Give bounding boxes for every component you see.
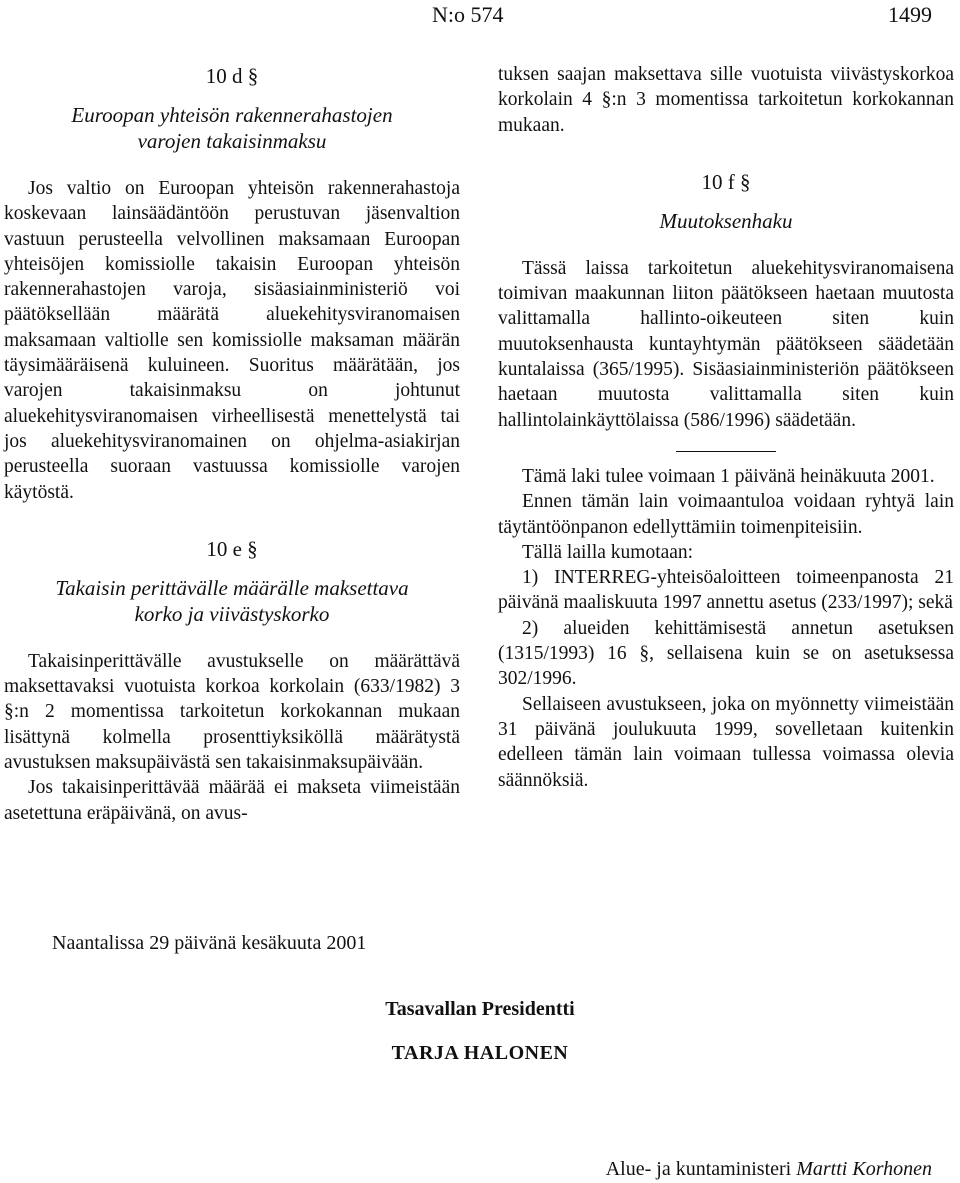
minister-title: Alue- ja kuntaministeri: [605, 1158, 792, 1180]
section-10f-title: Muutoksenhaku: [659, 208, 793, 233]
minister-signature: [606, 1156, 932, 1182]
place-and-date: Naantalissa 29 päivänä kesäkuuta 2001: [52, 932, 367, 954]
section-10e-title: Takaisin perittävälle määrälle maksettava korko ja viivästyskorko: [55, 575, 409, 626]
repeal-item-2: 2) alueiden kehittämisestä annetun asetuksen (1315/1993) 16 §, sellaisena kuin se on asetuksessa 302/1996.: [498, 617, 954, 690]
section-10d-text: Jos valtio on Euroopan yhteisön rakennerahastoja koskevaan lainsäädäntöön perustuvan jäsenvaltion vastuun perusteella velvollinen maksamaan Euroopan yhteisöjen komissiolle takaisin Euroopan yhteisön rakennerahastojen varoja, sisäasiainministeriö voi päätöksellään määrätä aluekehitysviranomaisen maksamaan valtiolle sen komissiolle maksaman määrän täysimääräisenä kuluineen. Suoritus määrätään, jos varojen takaisinmaksu on johtunut aluekehitysviranomaisen virheellisestä menettelystä tai jos aluekehitysviranomainen on ohjelma-asiakirjan perusteella suoraan vastuussa komissiolle varojen käytöstä.: [4, 178, 460, 503]
right-column: [498, 62, 954, 793]
section-10d-number: 10 d §: [205, 64, 259, 88]
section-10e-continuation: tuksen saajan maksettava sille vuotuista viivästyskorkoa korkolain 4 §:n 3 momentissa tarkoitetun korkokannan mukaan.: [498, 64, 954, 136]
entry-into-force-paragraph: Tämä laki tulee voimaan 1 päivänä heinäkuuta 2001.: [522, 465, 935, 487]
president-name: TARJA HALONEN: [391, 1042, 569, 1064]
section-10e-text-2: Jos takaisinperittävää määrää ei makseta viimeistään asetettuna eräpäivänä, on avus-: [4, 777, 460, 824]
section-10e-text-1: Takaisinperittävälle avustukselle on määrättävä maksettavaksi vuotuista korkoa korkolain (633/1982) 3 §:n 2 momentissa tarkoitetun korkokannan mukaan lisättynä kolmella prosenttiyksiköllä määrätystä avustuksen maksupäivästä sen takaisinmaksupäivään.: [4, 650, 460, 774]
preparatory-measures-paragraph: Ennen tämän lain voimaantuloa voidaan ryhtyä lain täytäntöönpanon edellyttämiin toimenpiteisiin.: [498, 491, 954, 538]
president-title: Tasavallan Presidentti: [385, 998, 575, 1020]
minister-name: Martti Korhonen: [796, 1158, 932, 1180]
section-10e-number: 10 e §: [206, 536, 258, 561]
page-header-number: N:o 574: [432, 2, 504, 27]
left-column: [4, 62, 460, 826]
transitional-paragraph: Sellaiseen avustukseen, joka on myönnetty viimeistään 31 päivänä joulukuuta 1999, sovelletaan kuitenkin edelleen tämän lain voimaan tullessa voimassa olevia säännöksiä.: [498, 693, 954, 791]
section-10f-number: 10 f §: [701, 169, 751, 194]
repeal-intro-paragraph: Tällä lailla kumotaan:: [522, 541, 694, 563]
divider-rule: [676, 451, 776, 452]
section-10d-title: Euroopan yhteisön rakennerahastojen varojen takaisinmaksu: [71, 103, 393, 153]
repeal-item-1: 1) INTERREG-yhteisöaloitteen toimeenpanosta 21 päivänä maaliskuuta 1997 annettu asetus (233/1997); sekä: [498, 567, 954, 614]
section-10f-text: Tässä laissa tarkoitetun aluekehitysviranomaisena toimivan maakunnan liiton päätökseen haetaan muutosta valittamalla hallinto-oikeuteen siten kuin muutoksenhausta kuntayhtymän päätökseen säädetään kuntalaissa (365/1995). Sisäasiainministeriön päätökseen haetaan muutosta valittamalla siten kuin hallintolainkäyttölaissa (586/1996) säädetään.: [498, 257, 954, 431]
page-number: 1499: [888, 2, 932, 27]
